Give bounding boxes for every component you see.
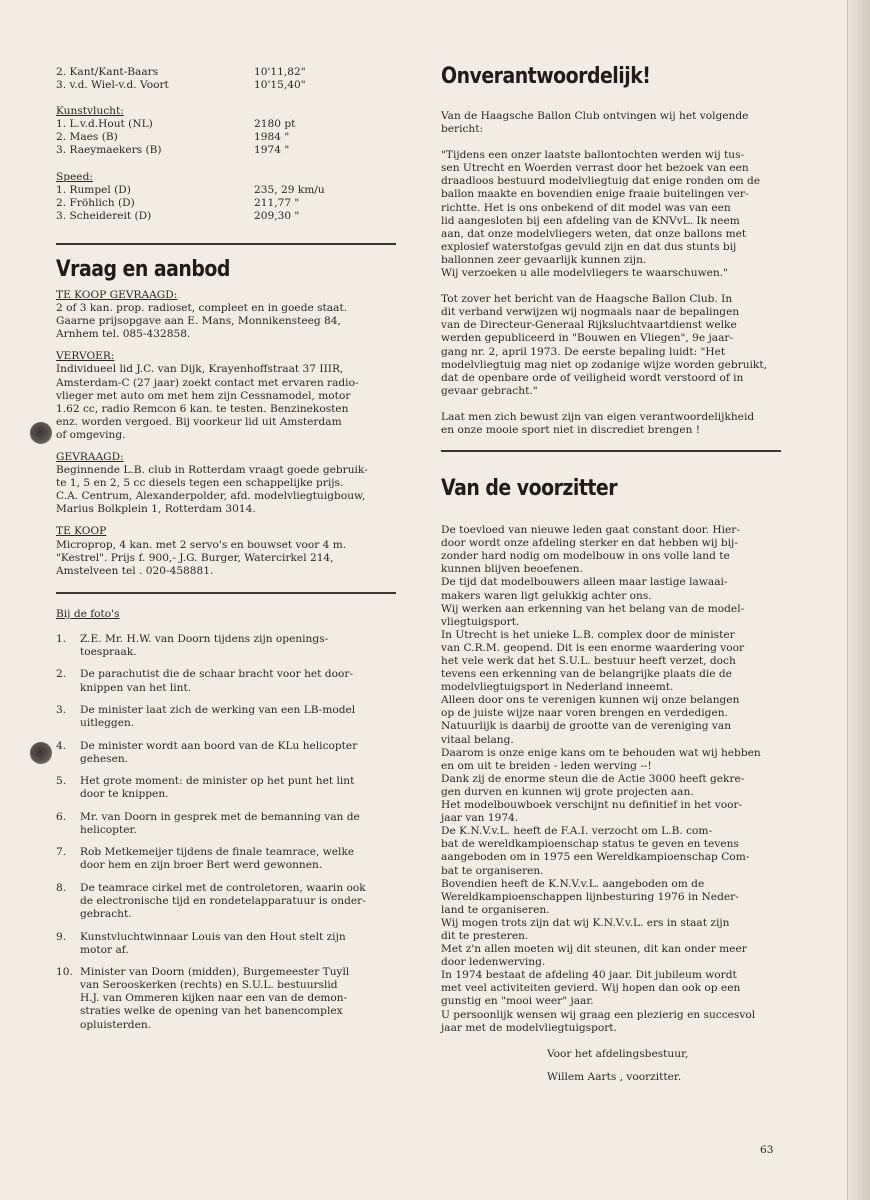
result-value: 2180 pt [254,118,296,131]
caption-text: Het grote moment: de minister op het punt het lint door te knippen. [80,775,355,801]
vraag-ads [56,289,396,578]
caption-text: De minister wordt aan boord van de KLu helicopter gehesen. [80,739,358,765]
photos-title: Bij de foto's [56,607,120,620]
caption-number: 10. [56,966,73,979]
result-name: 2. Maes (B) [56,131,118,144]
caption-text: Kunstvluchtwinnaar Louis van den Hout stelt zijn motor af. [80,930,346,956]
ad-text: Individueel lid J.C. van Dijk, Krayenhoffstraat 37 IIIR, Amsterdam-C (27 jaar) zoekt contact met ervaren radio- vlieger met auto om met hem zijn Cessnamodel, motor 1.62 cc, radio Remcon 6 kan. te testen. Benzinekosten enz. worden vergoed. Bij voorkeur lid uit Amsterdam of omgeving. [56,363,359,441]
left-column [56,66,396,1041]
photo-caption [56,882,396,921]
photo-caption [56,668,396,694]
photo-caption [56,740,396,766]
caption-number: 3. [56,704,67,717]
result-name: 3. v.d. Wiel-v.d. Voort [56,79,169,92]
photo-caption [56,966,396,1031]
caption-text: Rob Metkemeijer tijdens de finale teamrace, welke door hem en zijn broer Bert werd gewonnen. [80,846,355,872]
binder-hole-icon [30,742,52,764]
result-name: 2. Fröhlich (D) [56,196,135,209]
caption-number: 7. [56,846,67,859]
signature-name: Willem Aarts , voorzitter. [547,1070,682,1083]
caption-number: 2. [56,668,67,681]
result-name: 2. Kant/Kant-Baars [56,66,159,78]
result-row [56,184,396,197]
result-row [56,131,396,144]
binder-hole-icon [30,422,52,444]
result-name: 3. Scheidereit (D) [56,209,152,222]
result-row [56,79,396,92]
result-row [56,118,396,131]
article-paragraph: Laat men zich bewust zijn van eigen verantwoordelijkheid en onze mooie sport niet in discrediet brengen ! [441,410,755,436]
ad-label: TE KOOP GEVRAAGD: [56,288,178,301]
caption-number: 9. [56,930,67,943]
caption-text: Minister van Doorn (midden), Burgemeester Tuyll van Serooskerken (rechts) en S.U.L. bestuurslid H.J. van Ommeren kijken naar een van de demon- straties welke de opening van het banencomplex opluisterden. [80,966,350,1031]
result-value: 235, 29 km/u [254,183,325,196]
photo-caption [56,775,396,801]
caption-text: Mr. van Doorn in gesprek met de bemanning van de helicopter. [80,810,360,836]
result-value: 211,77 " [254,196,300,209]
page-number: 63 [760,1144,774,1156]
voorzitter-heading: Van de voorzitter [441,476,618,502]
result-name: 1. L.v.d.Hout (NL) [56,118,153,131]
result-value: 10'11,82" [254,66,306,78]
results-section-title: Kunstvlucht: [56,105,124,118]
vraag-heading: Vraag en aanbod [56,256,230,282]
results-section-title: Speed: [56,170,93,183]
result-value: 209,30 " [254,209,300,222]
result-value: 1984 " [254,131,290,144]
caption-number: 6. [56,810,67,823]
onverantwoordelijk-heading: Onverantwoordelijk! [441,64,651,89]
voorzitter-body: De toevloed van nieuwe leden gaat constant door. Hier- door wordt onze afdeling sterker en dat hebben wij bij- zonder hard nodig om modelbouw in ons volle land te kunnen blijven beoefenen. De tijd dat modelbouwers alleen maar lastige lawaai- makers waren ligt gelukkig achter ons. Wij werken aan erkenning van het belang van de model- vliegtuigsport. In Utrecht is het unieke L.B. complex door de minister van C.R.M. geopend. Dit is een enorme waardering voor het vele werk dat het S.U.L. bestuur heeft verzet, doch tevens een erkenning van de belangrijke plaats die de modelvliegtuigsport in Nederland inneemt. Alleen door ons te verenigen kunnen wij onze belangen op de juiste wijze naar voren brengen en verdedigen. Natuurlijk is daarbij de grootte van de vereniging van vitaal belang. Daarom is onze enige kans om te behouden wat wij hebben en om uit te breiden - leden werving --! Dank zij de enorme steun die de Actie 3000 heeft gekre- gen durven en kunnen wij grote projecten aan. Het modelbouwboek verschijnt nu definitief in het voor- jaar van 1974. De K.N.V.v.L. heeft de F.A.I. verzocht om L.B. com- bat de wereldkampioenschap status te geven en tevens aangeboden om in 1975 een Wereldkampioenschap Com- bat te organiseren. Bovendien heeft de K.N.V.v.L. aangeboden om de Wereldkampioenschappen lijnbesturing 1976 in Neder- land te organiseren. Wij mogen trots zijn dat wij K.N.V.v.L. ers in staat zijn dit te presteren. Met z'n allen moeten wij dit steunen, dit kan onder meer door ledenwerving. In 1974 bestaat de afdeling 40 jaar. Dit jubileum wordt met veel activiteiten gevierd. Wij hopen dan ook op een gunstig en "mooi weer" jaar. U persoonlijk wensen wij graag een plezierig en succesvol jaar met de modelvliegtuigsport. [441,524,761,1034]
result-name: 1. Rumpel (D) [56,183,131,196]
result-row [56,66,396,79]
result-name: 3. Raeymaekers (B) [56,144,162,157]
ad-label: VERVOER: [56,350,115,363]
ad-item [56,451,396,516]
photo-caption [56,633,396,659]
ad-item [56,525,396,577]
result-value: 1974 " [254,144,290,157]
article-paragraph: "Tijdens een onzer laatste ballontochten werden wij tus- sen Utrecht en Woerden verrast door het bezoek van een draadloos bestuurd modelvliegtuig dat enige ronden om de ballon maakte en bovendien enige fraaie buitelingen ver- richtte. Het is ons onbekend of dit model was van een lid aangesloten bij een afdeling van de KNVvL. Ik neem aan, dat onze modelvliegers weten, dat onze ballons met explosief waterstofgas gevuld zijn en dat dus stunts bij ballonnen zeer gevaarlijk kunnen zijn. Wij verzoeken u alle modelvliegers te waarschuwen." [441,149,761,280]
right-column [441,64,781,1084]
photo-caption [56,811,396,837]
ad-text: Beginnende L.B. club in Rotterdam vraagt goede gebruik- te 1, 5 en 2, 5 cc diesels tegen een schappelijke prijs. C.A. Centrum, Alexanderpolder, afd. modelvliegtuigbouw, Marius Bolkplein 1, Rotterdam 3014. [56,464,368,516]
next-page-edge [848,0,870,1200]
caption-text: De minister laat zich de werking van een LB-model uitleggen. [80,704,356,730]
photo-caption [56,846,396,872]
section-divider [441,450,781,452]
result-row [56,197,396,210]
caption-text: Z.E. Mr. H.W. van Doorn tijdens zijn openings- toespraak. [80,632,329,658]
section-divider [56,243,396,245]
article-paragraph: Tot zover het bericht van de Haagsche Ballon Club. In dit verband verwijzen wij nogmaals naar de bepalingen van de Directeur-Generaal Rijksluchtvaartdienst welke werden gepubliceerd in "Bouwen en Vliegen", 9e jaar- gang nr. 2, april 1973. De eerste bepaling luidt: "Het modelvliegtuig mag niet op zodanige wijze worden gebruikt, dat de openbare orde of veiligheid wordt verstoord of in gevaar gebracht." [441,293,767,397]
ad-text: 2 of 3 kan. prop. radioset, compleet en in goede staat. Gaarne prijsopgave aan E. Mans, Monnikensteeg 84, Arnhem tel. 085-432858. [56,302,348,341]
caption-number: 8. [56,881,67,894]
caption-text: De parachutist die de schaar bracht voor het door- knippen van het lint. [80,668,353,694]
ad-label: GEVRAAGD: [56,450,124,463]
photo-captions [56,633,396,1032]
photo-caption [56,931,396,957]
caption-text: De teamrace cirkel met de controletoren, waarin ook de electronische tijd en rondetelapparatuur is onder- gebracht. [80,881,366,921]
ad-item [56,350,396,442]
ad-text: Microprop, 4 kan. met 2 servo's en bouwset voor 4 m. "Kestrel". Prijs f. 900,- J.G. Burger, Watercirkel 214, Amstelveen tel . 020-458881. [56,538,347,577]
result-row [56,144,396,157]
signature-line: Voor het afdelingsbestuur, [547,1047,689,1060]
result-row [56,210,396,223]
caption-number: 1. [56,632,67,645]
onverantwoordelijk-body [441,110,781,437]
photo-caption [56,704,396,730]
section-divider [56,592,396,594]
caption-number: 4. [56,739,67,752]
ad-item [56,289,396,341]
article-paragraph: Van de Haagsche Ballon Club ontvingen wij het volgende bericht: [441,110,749,136]
results-block [56,66,396,223]
result-value: 10'15,40" [254,79,306,92]
ad-label: TE KOOP [56,525,107,538]
caption-number: 5. [56,775,67,788]
